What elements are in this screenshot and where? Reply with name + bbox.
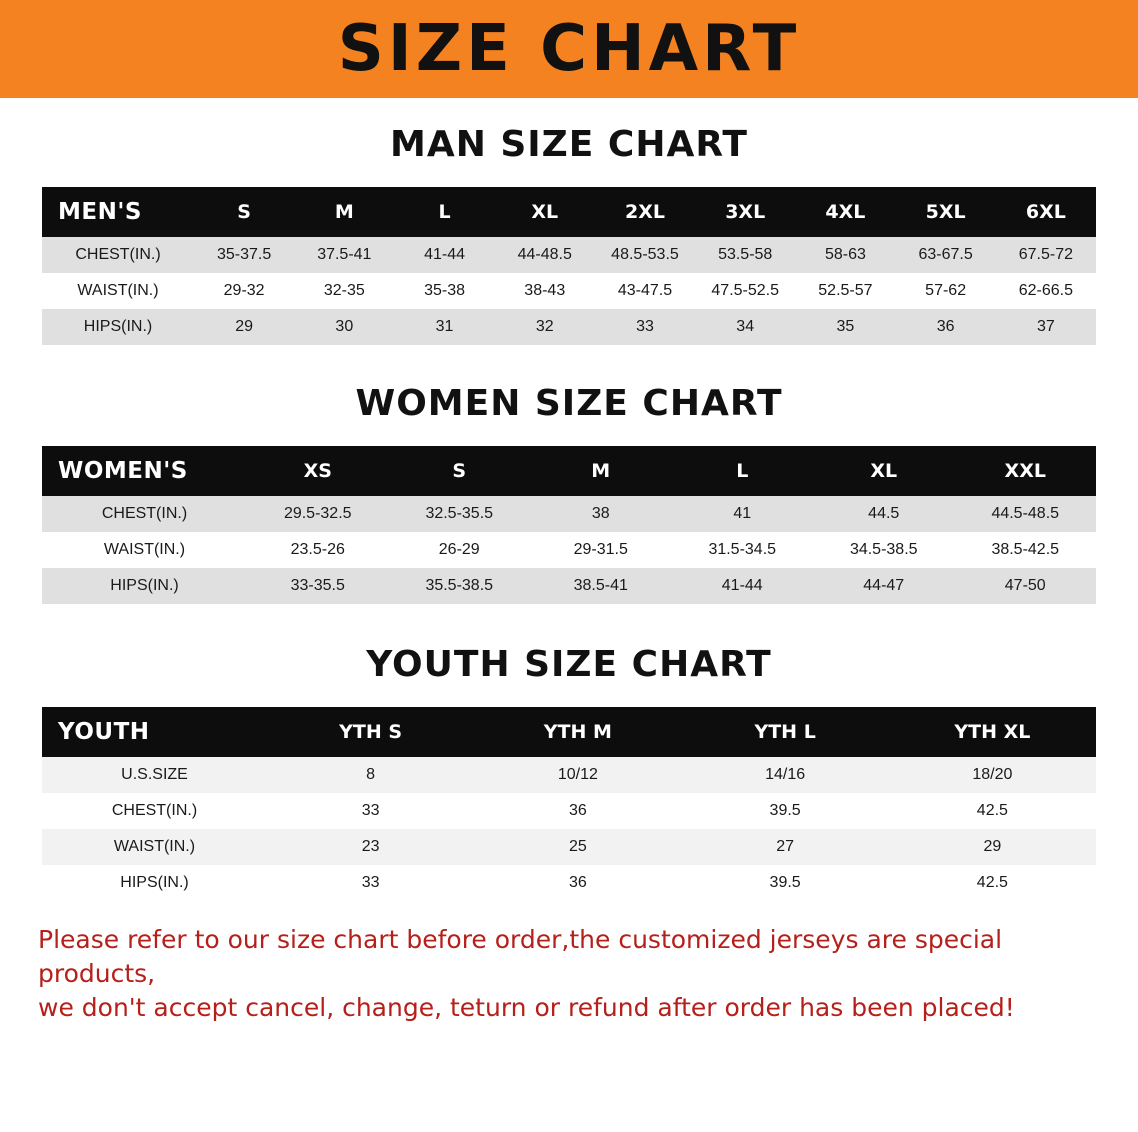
youth-cell-2-0: 23 [267,829,474,865]
youth-row-label-1: CHEST(IN.) [42,793,267,829]
man-row-label-1: WAIST(IN.) [42,273,194,309]
women-cell-0-2: 38 [530,496,672,532]
man-cell-2-4: 33 [595,309,695,345]
disclaimer-line-2: we don't accept cancel, change, teturn or refund after order has been placed! [38,992,1015,1022]
man-col-8: 6XL [996,187,1096,237]
banner [0,0,1138,98]
table-row [42,829,1096,865]
women-col-0: XS [247,446,389,496]
man-cell-2-6: 35 [795,309,895,345]
man-row-header: MEN'S [42,187,194,237]
table-header-row [42,446,1096,496]
man-section-heading: MAN SIZE CHART [390,124,748,165]
man-cell-1-8: 62-66.5 [996,273,1096,309]
youth-section-heading: YOUTH SIZE CHART [366,644,772,685]
youth-cell-3-0: 33 [267,865,474,901]
man-cell-1-4: 43-47.5 [595,273,695,309]
youth-cell-1-3: 42.5 [889,793,1096,829]
man-col-2: L [394,187,494,237]
table-row [42,496,1096,532]
man-cell-2-2: 31 [394,309,494,345]
women-col-1: S [389,446,531,496]
man-cell-0-0: 35-37.5 [194,237,294,273]
man-cell-1-1: 32-35 [294,273,394,309]
youth-cell-0-0: 8 [267,757,474,793]
youth-cell-3-1: 36 [474,865,681,901]
man-cell-1-6: 52.5-57 [795,273,895,309]
man-cell-2-7: 36 [896,309,996,345]
women-cell-0-1: 32.5-35.5 [389,496,531,532]
youth-cell-0-3: 18/20 [889,757,1096,793]
women-col-4: XL [813,446,955,496]
youth-row-label-3: HIPS(IN.) [42,865,267,901]
man-cell-2-1: 30 [294,309,394,345]
youth-cell-0-2: 14/16 [682,757,889,793]
man-col-4: 2XL [595,187,695,237]
women-cell-1-3: 31.5-34.5 [672,532,814,568]
youth-row-label-0: U.S.SIZE [42,757,267,793]
man-cell-0-7: 63-67.5 [896,237,996,273]
man-cell-2-8: 37 [996,309,1096,345]
women-cell-0-3: 41 [672,496,814,532]
man-col-1: M [294,187,394,237]
women-col-5: XXL [955,446,1097,496]
table-row [42,309,1096,345]
women-row-label-2: HIPS(IN.) [42,568,247,604]
table-row [42,865,1096,901]
man-col-5: 3XL [695,187,795,237]
women-table-wrap [42,446,1096,604]
man-cell-0-3: 44-48.5 [495,237,595,273]
youth-cell-2-1: 25 [474,829,681,865]
man-col-0: S [194,187,294,237]
table-header-row [42,187,1096,237]
youth-col-0: YTH S [267,707,474,757]
disclaimer-line-1: Please refer to our size chart before order,the customized jerseys are special products, [38,925,1003,988]
women-cell-1-2: 29-31.5 [530,532,672,568]
women-cell-1-1: 26-29 [389,532,531,568]
women-size-table [42,446,1096,604]
women-col-2: M [530,446,672,496]
man-cell-0-6: 58-63 [795,237,895,273]
women-cell-1-0: 23.5-26 [247,532,389,568]
youth-size-table [42,707,1096,901]
man-cell-1-2: 35-38 [394,273,494,309]
women-cell-2-1: 35.5-38.5 [389,568,531,604]
man-cell-0-2: 41-44 [394,237,494,273]
man-col-7: 5XL [896,187,996,237]
table-row [42,793,1096,829]
youth-cell-1-1: 36 [474,793,681,829]
man-cell-2-5: 34 [695,309,795,345]
youth-cell-1-2: 39.5 [682,793,889,829]
women-cell-0-4: 44.5 [813,496,955,532]
man-col-6: 4XL [795,187,895,237]
women-cell-2-4: 44-47 [813,568,955,604]
women-cell-2-0: 33-35.5 [247,568,389,604]
youth-col-3: YTH XL [889,707,1096,757]
youth-col-1: YTH M [474,707,681,757]
youth-cell-0-1: 10/12 [474,757,681,793]
disclaimer-note [38,923,1100,1024]
man-cell-0-5: 53.5-58 [695,237,795,273]
man-col-3: XL [495,187,595,237]
women-col-3: L [672,446,814,496]
youth-cell-2-2: 27 [682,829,889,865]
table-row [42,273,1096,309]
women-cell-2-2: 38.5-41 [530,568,672,604]
women-cell-0-0: 29.5-32.5 [247,496,389,532]
women-cell-1-4: 34.5-38.5 [813,532,955,568]
women-section-heading: WOMEN SIZE CHART [355,383,783,424]
table-row [42,757,1096,793]
women-row-label-0: CHEST(IN.) [42,496,247,532]
women-row-label-1: WAIST(IN.) [42,532,247,568]
table-header-row [42,707,1096,757]
youth-table-wrap [42,707,1096,901]
youth-cell-3-3: 42.5 [889,865,1096,901]
youth-col-2: YTH L [682,707,889,757]
man-row-label-0: CHEST(IN.) [42,237,194,273]
man-cell-2-3: 32 [495,309,595,345]
page-title: SIZE CHART [337,12,801,86]
youth-row-header: YOUTH [42,707,267,757]
youth-cell-1-0: 33 [267,793,474,829]
man-cell-2-0: 29 [194,309,294,345]
table-row [42,237,1096,273]
table-row [42,568,1096,604]
man-size-table [42,187,1096,345]
man-cell-0-8: 67.5-72 [996,237,1096,273]
man-cell-1-3: 38-43 [495,273,595,309]
man-cell-1-7: 57-62 [896,273,996,309]
man-table-wrap [42,187,1096,345]
women-row-header: WOMEN'S [42,446,247,496]
man-row-label-2: HIPS(IN.) [42,309,194,345]
man-cell-1-5: 47.5-52.5 [695,273,795,309]
women-cell-2-3: 41-44 [672,568,814,604]
man-cell-0-4: 48.5-53.5 [595,237,695,273]
women-cell-0-5: 44.5-48.5 [955,496,1097,532]
table-row [42,532,1096,568]
youth-cell-3-2: 39.5 [682,865,889,901]
man-cell-1-0: 29-32 [194,273,294,309]
women-cell-2-5: 47-50 [955,568,1097,604]
youth-cell-2-3: 29 [889,829,1096,865]
man-cell-0-1: 37.5-41 [294,237,394,273]
women-cell-1-5: 38.5-42.5 [955,532,1097,568]
youth-row-label-2: WAIST(IN.) [42,829,267,865]
